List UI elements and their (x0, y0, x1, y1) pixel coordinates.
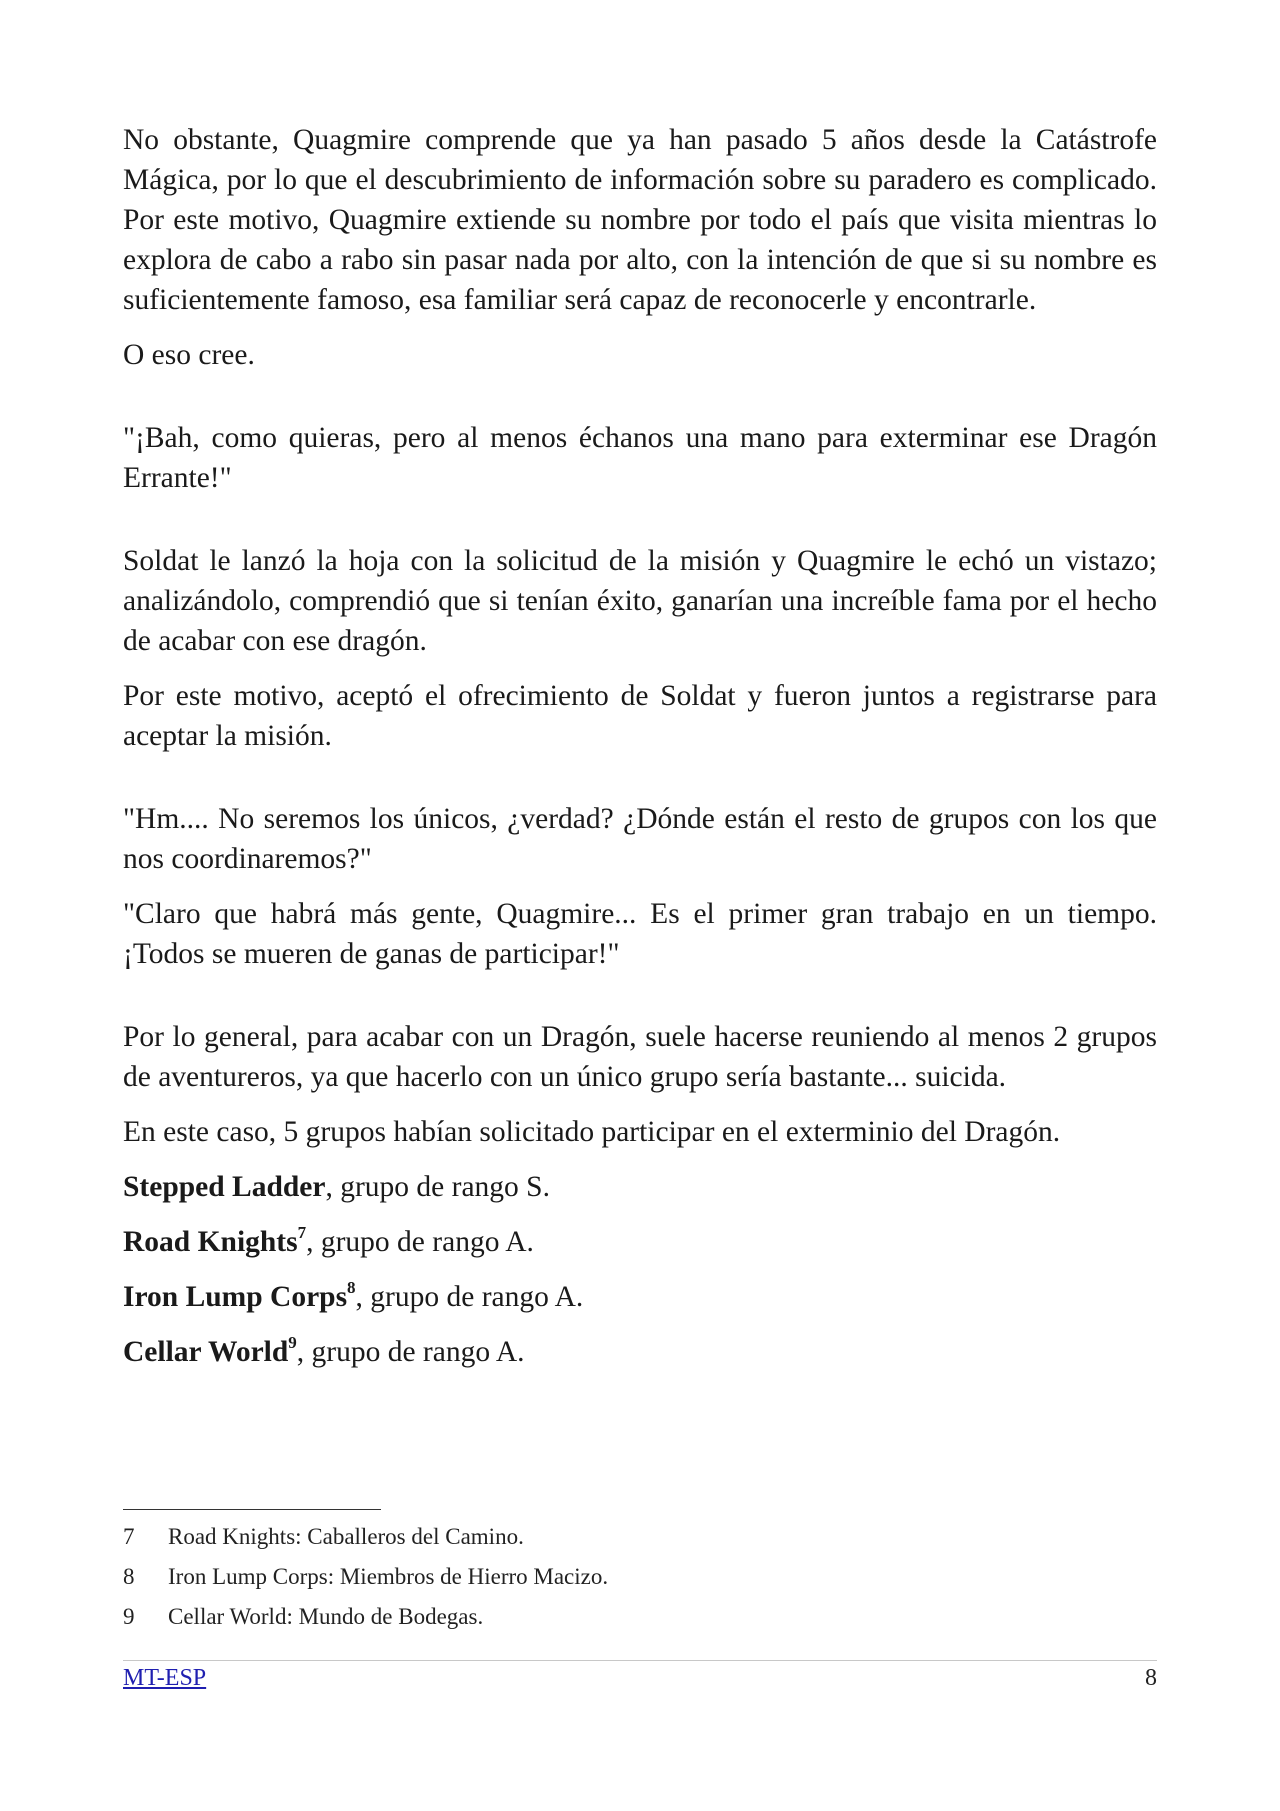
footnote (123, 1597, 1157, 1637)
page-number: 8 (1145, 1665, 1157, 1691)
footnote-text: Cellar World: Mundo de Bodegas. (168, 1604, 484, 1629)
group-line (123, 1167, 1157, 1207)
footnote-mark[interactable]: 9 (288, 1333, 297, 1352)
group-name: Road Knights (123, 1226, 298, 1258)
footnote-mark[interactable]: 8 (347, 1278, 356, 1297)
dialogue-paragraph: "Hm.... No seremos los únicos, ¿verdad? ¿Dónde están el resto de grupos con los que nos coordinaremos?" (123, 803, 1157, 875)
footnote-separator (123, 1509, 381, 1510)
footer-brand-link[interactable]: MT-ESP (123, 1665, 207, 1691)
group-line (123, 1277, 1157, 1317)
group-rank: , grupo de rango A. (306, 1226, 534, 1258)
footnote-text: Iron Lump Corps: Miembros de Hierro Macizo. (168, 1564, 609, 1589)
group-line (123, 1222, 1157, 1262)
group-name: Cellar World (123, 1336, 289, 1368)
group-name: Iron Lump Corps (123, 1281, 348, 1313)
footnotes (123, 1517, 1157, 1637)
group-rank: , grupo de rango A. (296, 1336, 525, 1368)
paragraph: No obstante, Quagmire comprende que ya han pasado 5 años desde la Catástrofe Mágica, por lo que el descubrimiento de información sobre su paradero es complicado. Por este motivo, Quagmire extiende su nombre por todo el país que visita mientras lo explora de cabo a rabo sin pasar nada por alto, con la intención de que si su nombre es suficientemente famoso, esa familiar será capaz de reconocerle y encontrarle. (123, 124, 1157, 316)
footnote-number: 7 (123, 1524, 135, 1549)
footnote-number: 8 (123, 1564, 135, 1589)
footnote-mark[interactable]: 7 (297, 1223, 307, 1242)
page-footer (123, 1661, 1157, 1695)
footnote (123, 1557, 1157, 1597)
dialogue-paragraph: "¡Bah, como quieras, pero al menos échanos una mano para exterminar ese Dragón Errante!" (123, 422, 1157, 494)
group-name: Stepped Ladder (123, 1171, 326, 1203)
paragraph: Soldat le lanzó la hoja con la solicitud de la misión y Quagmire le echó un vistazo; analizándolo, comprendió que si tenían éxito, ganarían una increíble fama por el hecho de acabar con ese dragón. (123, 545, 1157, 657)
footnote (123, 1517, 1157, 1557)
footnote-text: Road Knights: Caballeros del Camino. (168, 1524, 524, 1549)
dialogue-paragraph: "Claro que habrá más gente, Quagmire... Es el primer gran trabajo en un tiempo. ¡Todos se mueren de ganas de participar!" (123, 898, 1157, 970)
footnote-number: 9 (123, 1604, 135, 1629)
paragraph: Por lo general, para acabar con un Dragón, suele hacerse reuniendo al menos 2 grupos de aventureros, ya que hacerlo con un único grupo sería bastante... suicida. (123, 1021, 1157, 1093)
paragraph: Por este motivo, aceptó el ofrecimiento de Soldat y fueron juntos a registrarse para aceptar la misión. (123, 680, 1157, 752)
paragraph: O eso cree. (123, 339, 255, 371)
group-rank: , grupo de rango A. (355, 1281, 584, 1313)
group-rank: , grupo de rango S. (325, 1171, 550, 1203)
paragraph: En este caso, 5 grupos habían solicitado participar en el exterminio del Dragón. (123, 1116, 1061, 1148)
page-body (123, 120, 1157, 1372)
group-line (123, 1332, 1157, 1372)
